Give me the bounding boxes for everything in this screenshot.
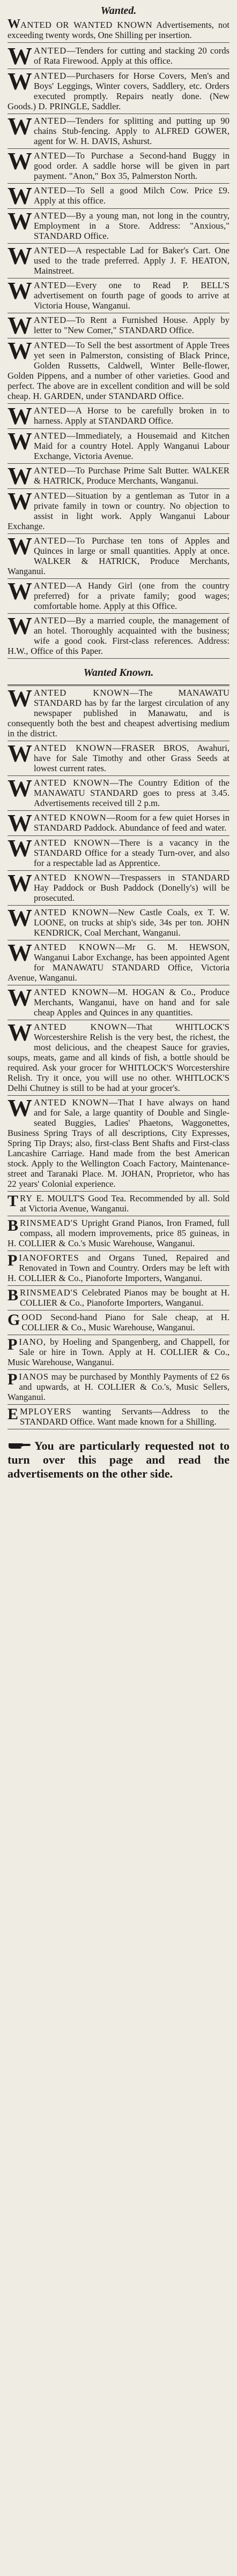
wanted-ad (8, 114, 229, 149)
ad-lead: ANTED (34, 46, 67, 56)
ad-text: —Room for a few quiet Horses in STANDARD Paddock. Abundance of feed and water. (34, 812, 229, 833)
pointing-hand-icon (8, 1440, 31, 1451)
wanted-ad (8, 489, 229, 534)
ad-text: Second-hand Piano for Sale cheap, at H. COLLIER & Co., Music Warehouse, Wanganui. (21, 1312, 229, 1332)
ad-text: —Immediately, a Housemaid and Kitchen Maid for a country Hotel. Apply Wanganui Labour Exchange, Victoria Avenue. (34, 431, 229, 461)
ad-lead: ANTED KNOWN (34, 907, 109, 917)
ad-lead: ANTED (34, 431, 67, 441)
ad-lead: ANTED (34, 185, 67, 195)
drop-cap: W (8, 1019, 32, 1046)
drop-cap: W (8, 532, 32, 560)
ad-lead: ANTED KNOWN (34, 1097, 109, 1108)
trade-ad (8, 1310, 229, 1335)
wanted-ad (8, 149, 229, 184)
drop-cap: W (8, 487, 32, 515)
wanted-ad (8, 278, 229, 313)
drop-cap: W (8, 1094, 32, 1121)
drop-cap: P (8, 1370, 18, 1388)
ad-text: —By a young man, not long in the country, Employment in a Store. Address: "Anxious," STANDARD Office. (34, 210, 229, 241)
trade-ad (8, 1192, 229, 1216)
drop-cap: W (8, 904, 32, 931)
ad-text: —Purchasers for Horse Covers, Men's and Boys' Leggings, Winter covers, Saddlery, etc. Orders executed promptly. Repairs neatly done. (New Goods.) D. PRINGLE, Saddler. (8, 71, 229, 111)
ad-lead: ANTED (34, 150, 67, 161)
ad-text: —Every one to Read P. BELL'S advertisement on fourth page of goods to arrive at Victoria House, Wanganui. (34, 280, 229, 311)
trade-ad (8, 1335, 229, 1370)
ad-lead: IANOS (19, 1372, 49, 1382)
ad-lead: RINSMEAD'S (20, 1287, 78, 1298)
ad-text: —A respectable Lad for Baker's Cart. One used to the trade preferred. Apply J. F. HEATON, Mainstreet. (34, 245, 229, 276)
drop-cap: W (8, 612, 32, 639)
drop-cap: W (8, 774, 32, 802)
intro-lead: ANTED OR WANTED KNOWN (20, 20, 153, 30)
ad-lead: ANTED (34, 536, 67, 546)
wanted-known-ad (8, 686, 229, 741)
ad-text: —A Handy Girl (one from the country preferred) for a private family; good wages; comfortable home. Apply at this Office. (34, 581, 229, 611)
wanted-known-ad (8, 776, 229, 811)
drop-cap: W (8, 17, 20, 31)
drop-cap: W (8, 147, 32, 175)
drop-cap: W (8, 834, 32, 862)
wanted-ad (8, 44, 229, 69)
drop-cap: P (8, 1336, 18, 1353)
trade-ads-list (8, 1192, 229, 1429)
ad-lead: ANTED (34, 116, 67, 126)
wanted-ad (8, 404, 229, 429)
ad-text: —The MANAWATU STANDARD has by far the largest circulation of any newspaper published in Manawatu, and is consequently both the best and cheapest advertising medium in the district. (8, 688, 229, 739)
wanted-ad (8, 534, 229, 579)
ad-text: —Mr G. M. HEWSON, Wanganui Labor Exchange, has been appointed Agent for MANAWATU STANDARD Office, Victoria Avenue, Wanganui. (8, 942, 229, 983)
drop-cap: W (8, 337, 32, 364)
drop-cap: W (8, 207, 32, 235)
ad-lead: RY (20, 1193, 33, 1203)
ad-lead: ANTED KNOWN (34, 812, 107, 823)
trade-ad (8, 1405, 229, 1429)
ad-lead: IANO, (19, 1337, 46, 1347)
wanted-known-ads-list (8, 686, 229, 1192)
ad-lead: ANTED (34, 280, 67, 290)
ad-text: —That I have always on hand and for Sale, a large quantity of Double and Single-seated Buggies, Ladies' Phaetons, Waggonettes, Business Spring Trays of all descriptions, City Expresses, Spring Tip Drays; also, first-class Bent Shafts and First-class Lancashire Carriage. Hand made from the best American stock. Apply to the Wellington Coach Factory, Maintenance-street and Taranaki Place. M. JOHAN, Proprietor, who has 22 years' Colonial experience. (8, 1097, 230, 1189)
ad-text: —To Purchase Prime Salt Butter. WALKER & HATRICK, Produce Merchants, Wanganui. (34, 465, 229, 486)
wanted-ad (8, 464, 229, 489)
drop-cap: W (8, 427, 32, 455)
ad-lead: ANTED (34, 581, 67, 591)
drop-cap: W (8, 984, 32, 1011)
trade-ad (8, 1370, 229, 1405)
drop-cap: P (8, 1252, 18, 1269)
drop-cap: W (8, 112, 32, 140)
drop-cap: T (8, 1192, 19, 1210)
ad-lead: ANTED (34, 315, 67, 325)
ad-lead: RINSMEAD'S (20, 1218, 78, 1228)
ad-lead: ANTED (34, 405, 67, 416)
ad-text: —To Purchase ten tons of Apples and Quinces in large or small quantities. Apply at once. WALKER & HATRICK, Produce Merchants, Wanganui. (8, 536, 229, 576)
ad-text: —To Purchase a Second-hand Buggy in good order. A saddle horse will be given in part payment. "Anon," Box 35, Palmerston North. (34, 150, 229, 181)
wanted-known-ad (8, 811, 229, 836)
ad-text: —New Castle Coals, ex T. W. LOONE, on trucks at ship's side, 34s per ton. JOHN KENDRICK, Coal Merchant, Wanganui. (34, 907, 230, 938)
ad-text: —A Horse to be carefully broken in to harness. Apply at STANDARD Office. (34, 405, 229, 426)
ad-text: —Trespassers in STANDARD Hay Paddock or Bush Paddock (Donelly's) will be prosecuted. (34, 872, 229, 903)
ad-text: E. MOULT'S Good Tea. Recommended by all. Sold at Victoria Avenue, Wanganui. (20, 1193, 230, 1214)
ad-lead: MPLOYERS (20, 1406, 72, 1417)
ad-text: —There is a vacancy in the STANDARD Office for a steady Turn-over, and also for a respectable lad as Apprentice. (34, 838, 229, 868)
wanted-ad (8, 313, 229, 338)
drop-cap: W (8, 462, 32, 489)
ad-text: —To Rent a Furnished House. Apply by letter to "New Comer," STANDARD Office. (34, 315, 229, 335)
ad-lead: ANTED KNOWN (34, 872, 111, 883)
page-notice (8, 1439, 229, 1481)
ad-text: by Hoeling and Spangenberg, and Chappell, for Sale or hire in Town. Apply at H. COLLIER & Co., Music Warehouse, Wanganui. (8, 1337, 229, 1367)
notice-text: You are particularly requested not to turn over this page and read the advertisements on the other side. (8, 1439, 229, 1480)
wanted-ad (8, 184, 229, 209)
ad-lead: ANTED KNOWN (34, 1022, 128, 1032)
ad-text: —Situation by a gentleman as Tutor in a private family in town or country. No objection to assist in light work. Apply Wanganui Labour Exchange. (8, 491, 229, 531)
drop-cap: W (8, 939, 32, 966)
trade-ad (8, 1216, 229, 1251)
ad-lead: ANTED (34, 71, 67, 81)
intro-text: Advertisements, not exceeding twenty words, One Shilling per insertion. (8, 20, 229, 40)
drop-cap: W (8, 42, 32, 70)
heading-wanted: Wanted. (100, 5, 137, 17)
drop-cap: W (8, 312, 32, 339)
ad-text: —Tenders for cutting and stacking 20 cords of Rata Firewood. Apply at this office. (34, 46, 229, 66)
ad-lead: ANTED KNOWN (34, 838, 110, 848)
ad-text: —FRASER BROS, Awahuri, have for Sale Timothy and other Grass Seeds at lowest current rates. (34, 743, 229, 773)
drop-cap: E (8, 1405, 19, 1423)
wanted-ad (8, 579, 229, 614)
wanted-known-ad (8, 871, 229, 906)
drop-cap: W (8, 809, 32, 837)
ad-lead: ANTED (34, 465, 67, 476)
ad-lead: OOD (21, 1312, 43, 1322)
heading-wanted-known: Wanted Known. (83, 667, 154, 679)
wanted-known-ad (8, 741, 229, 776)
drop-cap: W (8, 182, 32, 209)
intro-notice (8, 19, 229, 43)
drop-cap: W (8, 402, 32, 430)
ad-lead: IANOFORTES (19, 1253, 79, 1263)
ad-lead: ANTED KNOWN (34, 743, 113, 753)
drop-cap: W (8, 242, 32, 269)
drop-cap: W (8, 740, 32, 767)
drop-cap: W (8, 869, 32, 897)
wanted-known-ad (8, 1096, 229, 1192)
wanted-known-ad (8, 985, 229, 1020)
wanted-ads-list (8, 44, 229, 659)
ad-text: —That WHITLOCK'S Worcestershire Relish is the very best, the richest, the most delicious, and the cheapest Sauce for gravies, soups, meats, game and all kinds of fish, a bottle should be required. Ask your grocer for WHITLOCK'S Worcestershire Relish. Try it once, you will use no other. WHITLOCK'S Delhi Chutney is still to be had at your grocer's. (8, 1022, 229, 1093)
drop-cap: B (8, 1217, 19, 1234)
drop-cap: W (8, 577, 32, 605)
ad-text: —To Sell a good Milch Cow. Price £9. Apply at this office. (34, 185, 229, 206)
ad-lead: ANTED (34, 340, 67, 350)
ad-text: may be purchased by Monthly Payments of £2 6s and upwards, at H. COLLIER & Co.'s, Music Sellers, Wanganui. (8, 1372, 229, 1402)
ad-text: —The Country Edition of the MANAWATU STANDARD goes to press at 3.45. Advertisements received till 2 p.m. (34, 778, 229, 808)
ad-lead: ANTED (34, 615, 67, 626)
ad-text: Upright Grand Pianos, Iron Framed, full compass, all modern improvements, price 85 guineas, in H. COLLIER & Co.'s Music Warehouse, Wanganui. (8, 1218, 229, 1248)
ad-lead: ANTED KNOWN (34, 942, 116, 952)
ad-lead: ANTED KNOWN (34, 987, 109, 997)
trade-ad (8, 1286, 229, 1310)
ad-text: —M. HOGAN & Co., Produce Merchants, Wanganui, have on hand and for sale cheap Apples and Quinces in any quantities. (34, 987, 230, 1018)
wanted-known-ad (8, 836, 229, 871)
ad-text: and Organs Tuned, Repaired and Renovated in Town and Country. Orders may be left with H. COLLIER & Co., Pianoforte Importers, Wanganui. (8, 1253, 230, 1283)
wanted-ad (8, 614, 229, 659)
wanted-known-ad (8, 906, 229, 940)
wanted-ad (8, 209, 229, 244)
wanted-ad (8, 338, 229, 404)
ad-lead: ANTED (34, 245, 67, 255)
ad-text: —Tenders for splitting and putting up 90 chains Stub-fencing. Apply to ALFRED GOWER, agent for W. H. DAVIS, Ashurst. (34, 116, 229, 146)
drop-cap: G (8, 1311, 20, 1329)
ad-text: —To Sell the best assortment of Apple Trees yet seen in Palmerston, consisting of Black Prince, Golden Russetts, Caldwell, Winter Belle-flower, Golden Pippens, and a number of other varieties. Good and perfect. The above are in excellent condition and will be sold cheap. H. GARDEN, under STANDARD Office. (8, 340, 229, 401)
trade-ad (8, 1251, 229, 1286)
ad-text: Celebrated Pianos may be bought at H. COLLIER & Co., Pianoforte Importers, Wanganui. (20, 1287, 229, 1308)
wanted-ad (8, 429, 229, 464)
drop-cap: W (8, 67, 32, 95)
drop-cap: B (8, 1286, 19, 1304)
ad-lead: ANTED (34, 491, 67, 501)
drop-cap: W (8, 684, 32, 712)
wanted-ad (8, 69, 229, 114)
wanted-ad (8, 244, 229, 278)
ad-lead: ANTED (34, 210, 67, 221)
drop-cap: W (8, 277, 32, 304)
ad-text: —By a married couple, the management of an hotel. Thoroughly acquainted with the business; wife a good cook. First-class references. Address: H.W., Office of this Paper. (8, 615, 229, 656)
wanted-known-ad (8, 940, 229, 985)
ad-lead: ANTED KNOWN (34, 688, 130, 698)
ad-lead: ANTED KNOWN (34, 778, 110, 788)
ad-text: wanting Servants—Address to the STANDARD Office. Want made known for a Shilling. (20, 1406, 229, 1427)
wanted-known-ad (8, 1020, 229, 1096)
